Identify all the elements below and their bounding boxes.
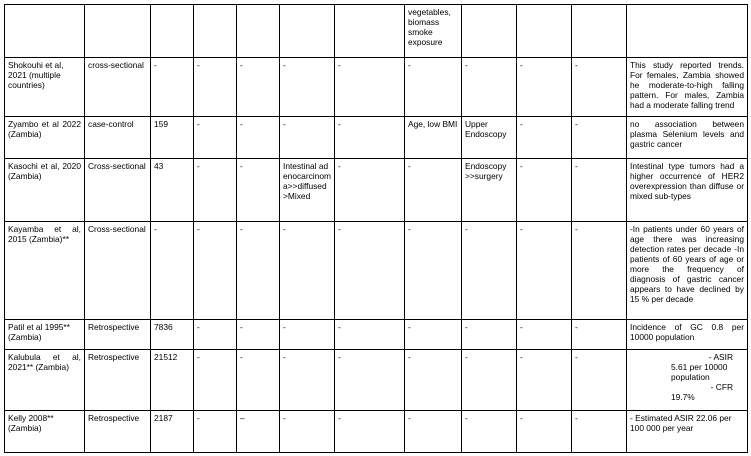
table-cell [280, 5, 335, 58]
table-cell: - [462, 58, 517, 117]
table-cell: - [462, 411, 517, 453]
table-cell: - [572, 58, 627, 117]
table-cell [151, 5, 194, 58]
table-cell: - [405, 222, 462, 320]
table-cell: - [572, 350, 627, 411]
table-cell: Age, low BMI [405, 117, 462, 159]
table-cell: - [194, 411, 237, 453]
table-cell: Upper Endoscopy [462, 117, 517, 159]
table-cell: - [194, 222, 237, 320]
table-cell: - [517, 350, 572, 411]
table-cell: - [572, 222, 627, 320]
table-cell: vegetables, biomass smoke exposure [405, 5, 462, 58]
table-cell: - [237, 117, 280, 159]
design-cell: Cross-sectional [85, 222, 151, 320]
design-cell: Cross-sectional [85, 159, 151, 222]
table-cell: Endoscopy >>surgery [462, 159, 517, 222]
table-row [5, 222, 748, 320]
table-cell: - [517, 222, 572, 320]
design-cell: case-control [85, 117, 151, 159]
table-cell [237, 5, 280, 58]
study-cell: Kasochi et al, 2020 (Zambia) [5, 159, 85, 222]
table-cell: - [335, 222, 405, 320]
table-cell [5, 5, 85, 58]
studies-table [4, 4, 748, 453]
table-cell: - [572, 320, 627, 350]
table-cell: - [462, 320, 517, 350]
design-cell: Retrospective [85, 411, 151, 453]
table-cell: - [572, 411, 627, 453]
table-row [5, 159, 748, 222]
design-cell: cross-sectional [85, 58, 151, 117]
table-cell: - [280, 350, 335, 411]
table-cell: - [194, 58, 237, 117]
design-cell: Retrospective [85, 350, 151, 411]
findings-cell [627, 350, 748, 411]
table-cell: - [194, 159, 237, 222]
table-cell: - [517, 117, 572, 159]
table-row [5, 5, 748, 58]
table-cell: - [237, 350, 280, 411]
table-cell: - [517, 58, 572, 117]
table-cell: - [405, 350, 462, 411]
sample-size-cell: 21512 [151, 350, 194, 411]
table-cell [572, 5, 627, 58]
study-cell: Shokouhi et al, 2021 (multiple countries) [5, 58, 85, 117]
study-cell: Kelly 2008** (Zambia) [5, 411, 85, 453]
table-cell: – [237, 411, 280, 453]
table-cell: - [237, 320, 280, 350]
table-cell [335, 5, 405, 58]
table-cell: - [572, 159, 627, 222]
table-row [5, 117, 748, 159]
sample-size-cell: 159 [151, 117, 194, 159]
table-cell: - [517, 320, 572, 350]
sample-size-cell: 2187 [151, 411, 194, 453]
study-cell: Kayamba et al, 2015 (Zambia)** [5, 222, 85, 320]
findings-line: - CFR [710, 382, 733, 392]
findings-line: 19.7% [671, 392, 695, 402]
table-cell: - [405, 411, 462, 453]
histology-cell: Intestinal adenocarcinoma>>diffused>Mixed [280, 159, 335, 222]
sample-size-cell: - [151, 58, 194, 117]
table-cell: - [280, 320, 335, 350]
table-row [5, 58, 748, 117]
study-cell: Kalubula et al, 2021** (Zambia) [5, 350, 85, 411]
table-cell: - [517, 411, 572, 453]
table-cell: - [572, 117, 627, 159]
table-cell: - [335, 117, 405, 159]
design-cell: Retrospective [85, 320, 151, 350]
study-cell: Zyambo et al 2022 (Zambia) [5, 117, 85, 159]
table-cell: - [335, 350, 405, 411]
table-cell: - [405, 159, 462, 222]
table-cell: - [335, 411, 405, 453]
table-cell: - [280, 411, 335, 453]
table-cell: - [335, 320, 405, 350]
findings-cell: Incidence of GC 0.8 per 10000 population [627, 320, 748, 350]
table-cell: - [237, 159, 280, 222]
table-cell [627, 5, 748, 58]
findings-cell: This study reported trends. For females, Zambia showed he moderate-to-high falling pattern. For males, Zambia had a moderate falling trend [627, 58, 748, 117]
table-cell: - [194, 320, 237, 350]
table-cell: - [335, 58, 405, 117]
table-cell: - [517, 159, 572, 222]
table-cell [517, 5, 572, 58]
table-cell [462, 5, 517, 58]
table-cell [85, 5, 151, 58]
sample-size-cell: 43 [151, 159, 194, 222]
table-cell: - [405, 320, 462, 350]
table-cell: - [405, 58, 462, 117]
table-cell: - [237, 58, 280, 117]
table-cell [194, 5, 237, 58]
table-row [5, 320, 748, 350]
table-cell: - [280, 58, 335, 117]
sample-size-cell: 7836 [151, 320, 194, 350]
findings-cell: - Estimated ASIR 22.06 per 100 000 per year [627, 411, 748, 453]
table-cell: - [280, 117, 335, 159]
table-cell: - [194, 117, 237, 159]
table-cell: - [194, 350, 237, 411]
findings-line: population [671, 372, 710, 382]
findings-line: - ASIR [708, 352, 733, 362]
table-row [5, 411, 748, 453]
table-cell: - [335, 159, 405, 222]
findings-cell: Intestinal type tumors had a higher occurrence of HER2 overexpression than diffuse or mixed sub-types [627, 159, 748, 222]
findings-cell: no association between plasma Selenium levels and gastric cancer [627, 117, 748, 159]
table-cell: - [462, 350, 517, 411]
findings-line: 5.61 per 10000 [671, 362, 728, 372]
table-cell: - [237, 222, 280, 320]
table-cell: - [280, 222, 335, 320]
table-row [5, 350, 748, 411]
study-cell: Patil et al 1995** (Zambia) [5, 320, 85, 350]
table-cell: - [462, 222, 517, 320]
sample-size-cell: - [151, 222, 194, 320]
findings-cell: -In patients under 60 years of age there was increasing detection rates per decade -In patients of 60 years of age or more the frequency of diagnosis of gastric cancer appears to have declined by 15 % per decade [627, 222, 748, 320]
